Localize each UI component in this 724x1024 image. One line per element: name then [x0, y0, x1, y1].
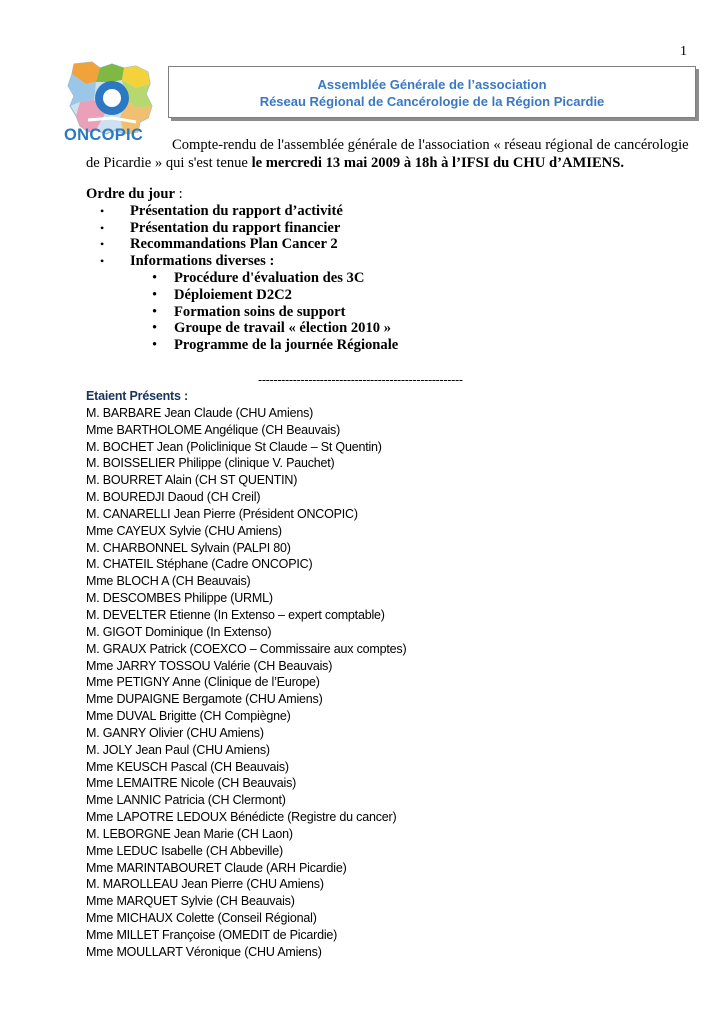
attendee-item: M. DEVELTER Etienne (In Extenso – expert comptable) [86, 607, 385, 622]
bullet-icon: • [100, 203, 105, 218]
logo-wordmark: ONCOPIC [64, 126, 144, 144]
header-title: Assemblée Générale de l’association [317, 77, 547, 92]
attendee-item: Mme MOULLART Véronique (CHU Amiens) [86, 944, 322, 959]
agenda-list [86, 203, 398, 354]
intro-paragraph [86, 136, 692, 172]
agenda-heading [86, 186, 398, 203]
attendee-item: M. LEBORGNE Jean Marie (CH Laon) [86, 826, 293, 841]
attendee-item: Mme PETIGNY Anne (Clinique de l’Europe) [86, 675, 320, 690]
attendee-item: Mme JARRY TOSSOU Valérie (CH Beauvais) [86, 658, 333, 673]
meeting-date: le mercredi 13 mai 2009 à 18h à l’IFSI du CHU d’AMIENS. [251, 155, 624, 171]
attendee-item: M. GRAUX Patrick (COEXCO – Commissaire aux comptes) [86, 641, 407, 656]
attendee-item: M. JOLY Jean Paul (CHU Amiens) [86, 742, 270, 757]
attendee-item: Mme MICHAUX Colette (Conseil Régional) [86, 911, 317, 926]
attendee-item: M. BOCHET Jean (Policlinique St Claude – St Quentin) [86, 439, 382, 454]
sub-bullet-icon: • [152, 303, 158, 320]
attendee-item: Mme DUPAIGNE Bergamote (CHU Amiens) [86, 692, 323, 707]
sub-bullet-icon: • [152, 286, 158, 303]
attendee-item: Mme LANNIC Patricia (CH Clermont) [86, 793, 286, 808]
attendee-item: Mme MARQUET Sylvie (CH Beauvais) [86, 894, 295, 909]
agenda-item-label: Recommandations Plan Cancer 2 [130, 236, 338, 253]
agenda-item [86, 253, 398, 270]
agenda-item [86, 236, 398, 253]
sub-bullet-icon: • [152, 320, 158, 337]
attendee-item: M. GIGOT Dominique (In Extenso) [86, 624, 272, 639]
intro-line-2-plain: de Picardie » qui s'est tenue [86, 155, 252, 171]
attendee-item: M. BARBARE Jean Claude (CHU Amiens) [86, 405, 314, 420]
agenda-sub-item-label: Formation soins de support [174, 303, 346, 320]
bullet-icon: • [100, 220, 105, 235]
attendees-section [86, 388, 406, 961]
attendee-item: Mme BARTHOLOME Angélique (CH Beauvais) [86, 422, 341, 437]
attendee-item: Mme CAYEUX Sylvie (CHU Amiens) [86, 523, 282, 538]
agenda-sub-item [86, 304, 398, 321]
attendee-item: Mme KEUSCH Pascal (CH Beauvais) [86, 759, 289, 774]
agenda-item-label: Présentation du rapport d’activité [130, 202, 343, 219]
sub-bullet-icon: • [152, 269, 158, 286]
attendee-item: M. CHATEIL Stéphane (Cadre ONCOPIC) [86, 557, 313, 572]
header-subtitle: Réseau Régional de Cancérologie de la Région Picardie [259, 94, 605, 109]
attendee-item: M. BOISSELIER Philippe (clinique V. Pauchet) [86, 456, 335, 471]
agenda-item [86, 220, 398, 237]
attendee-item: M. GANRY Olivier (CHU Amiens) [86, 725, 264, 740]
attendee-item: M. DESCOMBES Philippe (URML) [86, 591, 273, 606]
agenda-colon: : [174, 186, 183, 202]
agenda-sub-item [86, 320, 398, 337]
attendees-list [86, 405, 406, 961]
agenda-sub-item-label: Procédure d'évaluation des 3C [174, 269, 365, 286]
intro-line-1: Compte-rendu de l'assemblée générale de l'association « réseau régional de cancérologie [172, 137, 689, 153]
attendee-item: Mme MILLET Françoise (OMEDIT de Picardie) [86, 928, 338, 942]
attendee-item: M. MAROLLEAU Jean Pierre (CHU Amiens) [86, 877, 324, 892]
attendee-item: Mme LAPOTRE LEDOUX Bénédicte (Registre du cancer) [86, 810, 397, 825]
agenda-sub-item [86, 337, 398, 354]
intro-line-2 [86, 154, 692, 172]
bullet-icon: • [100, 237, 105, 252]
attendee-item: Mme LEDUC Isabelle (CH Abbeville) [86, 843, 283, 858]
sub-bullet-icon: • [152, 337, 158, 354]
attendee-item: M. CANARELLI Jean Pierre (Président ONCOPIC) [86, 506, 358, 521]
agenda-sub-item [86, 270, 398, 287]
agenda-sub-item [86, 287, 398, 304]
bullet-icon: • [100, 254, 105, 269]
attendee-item: Mme BLOCH A (CH Beauvais) [86, 574, 251, 589]
attendees-heading: Etaient Présents : [86, 389, 188, 403]
page-number: 1 [680, 44, 687, 59]
attendee-item: M. CHARBONNEL Sylvain (PALPI 80) [86, 540, 291, 555]
header-banner [168, 66, 696, 118]
agenda-item-label: Présentation du rapport financier [130, 219, 341, 236]
attendee-item: M. BOUREDJI Daoud (CH Creil) [86, 490, 261, 505]
separator-line: ----------------------------------------------------- [258, 373, 463, 387]
attendee-item: Mme DUVAL Brigitte (CH Compiègne) [86, 709, 291, 724]
agenda-item-label: Informations diverses : [130, 253, 275, 270]
attendee-item: Mme MARINTABOURET Claude (ARH Picardie) [86, 860, 347, 875]
agenda-title: Ordre du jour [86, 186, 175, 202]
agenda-sub-item-label: Déploiement D2C2 [174, 286, 292, 303]
agenda-section [86, 186, 398, 354]
attendee-item: Mme LEMAITRE Nicole (CH Beauvais) [86, 776, 297, 791]
agenda-sub-item-label: Programme de la journée Régionale [174, 337, 399, 354]
attendee-item: M. BOURRET Alain (CH ST QUENTIN) [86, 473, 298, 488]
agenda-sub-list [86, 270, 398, 354]
agenda-item [86, 203, 398, 220]
agenda-sub-item-label: Groupe de travail « élection 2010 » [174, 320, 391, 337]
